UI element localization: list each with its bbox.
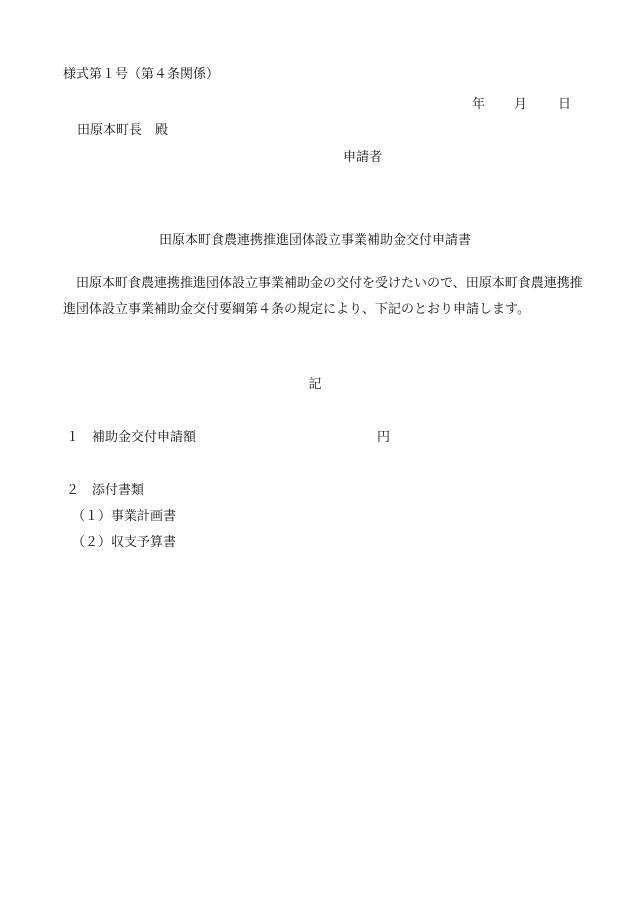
item-2-label: 添付書類: [92, 483, 145, 498]
addressee: 田原本町長 殿: [77, 123, 169, 138]
date-line: [472, 97, 571, 113]
date-year: 年: [472, 97, 486, 112]
item-1-label: 補助金交付申請額: [92, 430, 197, 445]
item-1-unit: 円: [377, 430, 391, 445]
date-day: 日: [558, 97, 572, 112]
date-month: 月: [514, 97, 528, 112]
form-number: 様式第１号（第４条関係）: [63, 67, 220, 82]
ki-heading: 記: [308, 377, 322, 392]
item-2-number: ２: [66, 483, 80, 498]
attachment-item: （２）収支予算書: [72, 535, 177, 550]
attachment-item: （１）事業計画書: [72, 509, 177, 524]
body-paragraph: 田原本町食農連携推進団体設立事業補助金の交付を受けたいので、田原本町食農連携推進団体設立事業補助金交付要綱第４条の規定により、下記のとおり申請します。: [63, 276, 583, 317]
document-title: 田原本町食農連携推進団体設立事業補助金交付申請書: [158, 233, 471, 248]
item-1-number: １: [66, 430, 80, 445]
applicant-label: 申請者: [343, 150, 383, 165]
